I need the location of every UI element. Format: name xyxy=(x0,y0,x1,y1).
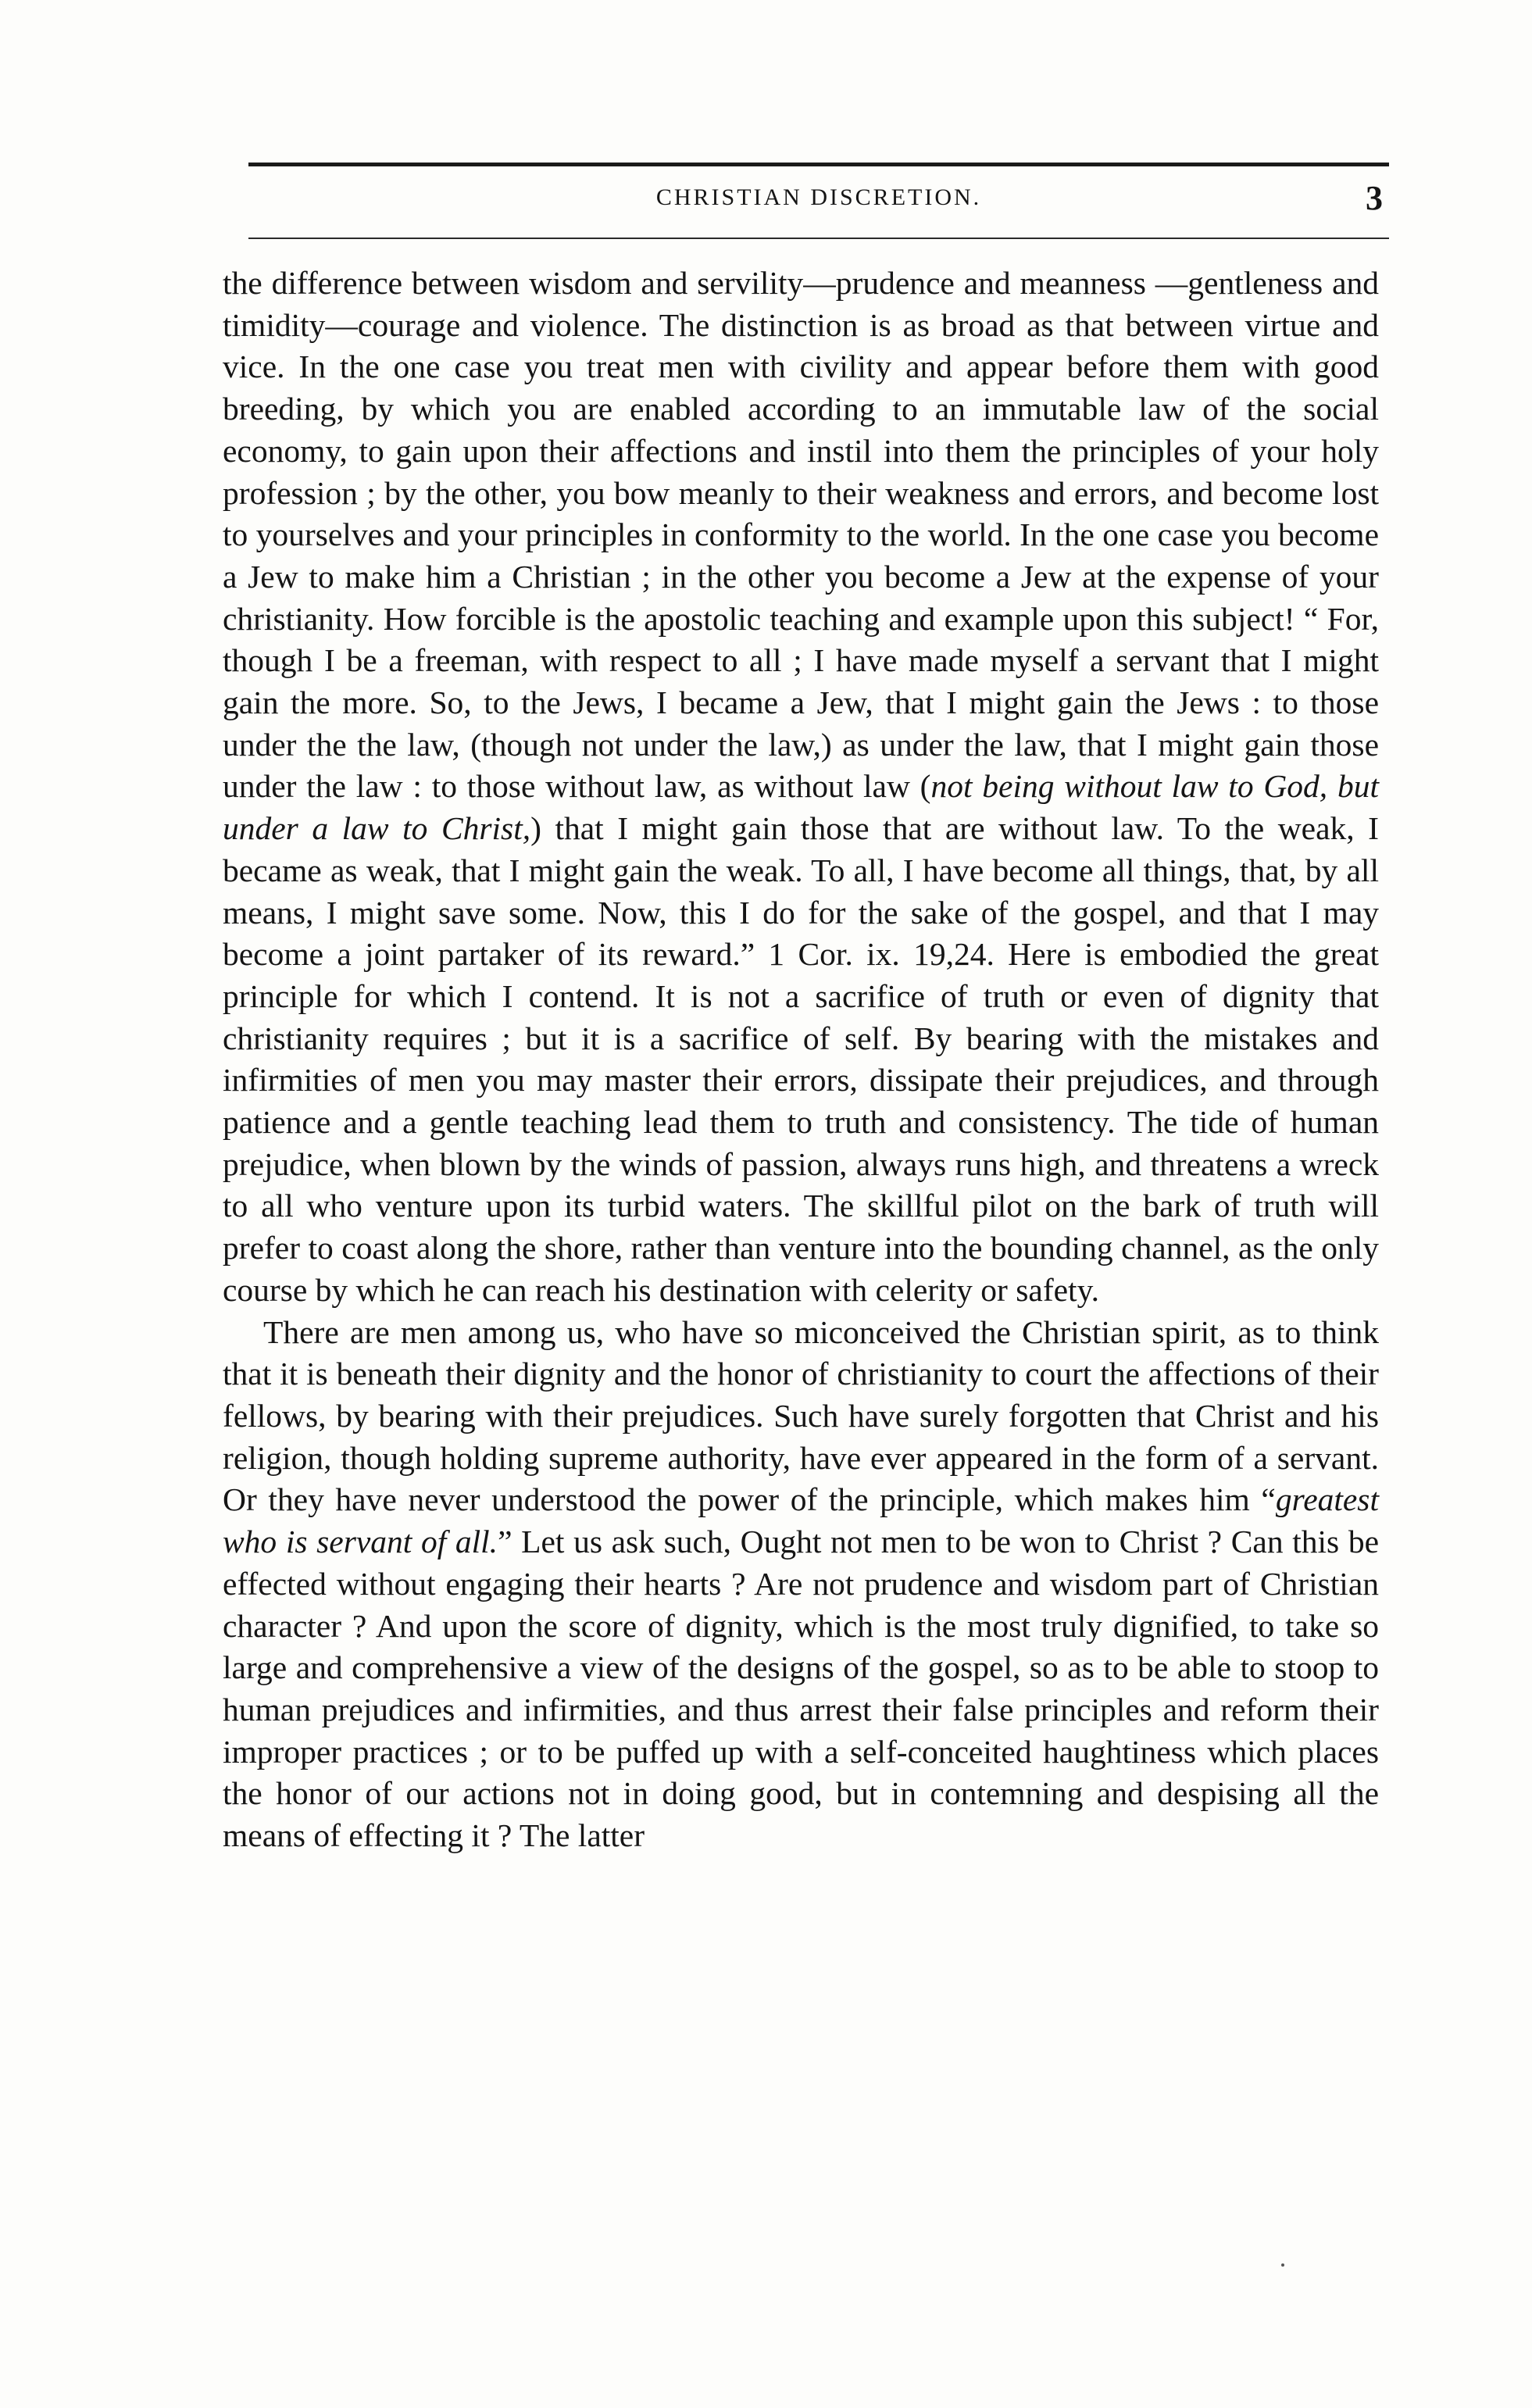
paragraph-1-italic-quote: not being without law to God, but under a law to Christ, xyxy=(223,768,1379,847)
header-bottom-rule xyxy=(248,238,1389,239)
paragraph-2-run-1: There are men among us, who have so miconceived the Christian spirit, as to think that it is beneath their dignity and the honor of christianity to court the affections of their fellows, by bearing with their prejudices. Such have surely forgotten that Christ and his religion, though holding supreme authority, have ever appeared in the form of a servant. Or they have never understood the power of the principle, which makes him “ xyxy=(223,1313,1379,1518)
page-number: 3 xyxy=(1366,179,1383,217)
paragraph-1 xyxy=(223,263,1379,1312)
ink-speck xyxy=(1281,2263,1284,2267)
paragraph-1-run-3: ) that I might gain those that are without law. To the weak, I became as weak, that I might gain the weak. To all, I have become all things, that, by all means, I might save some. Now, this I do for the sake of the gospel, and that I may become a joint partaker of its reward.” 1 Cor. ix. 19,24. Here is embodied the great principle for which I contend. It is not a sacrifice of truth or even of dignity that christianity requires ; but it is a sacrifice of self. By bearing with the mistakes and infirmities of men you may master their errors, dissipate their prejudices, and through patience and a gentle teaching lead them to truth and consistency. The tide of human prejudice, when blown by the winds of passion, always runs high, and threatens a wreck to all who venture upon its turbid waters. The skillful pilot on the bark of truth will prefer to coast along the shore, rather than venture into the bounding channel, as the only course by which he can reach his destination with celerity or safety. xyxy=(223,810,1379,1308)
body-text xyxy=(223,263,1379,1857)
running-title: CHRISTIAN DISCRETION. xyxy=(655,184,982,210)
paragraph-2-run-3: ” Let us ask such, Ought not men to be won to Christ ? Can this be effected without engaging their hearts ? Are not prudence and wisdom part of Christian character ? And upon the score of dignity, which is the most truly dignified, to take so large and comprehensive a view of the designs of the gospel, so as to be able to stoop to human prejudices and infirmities, and thus arrest their false principles and reform their improper practices ; or to be puffed up with a self-conceited haughtiness which places the honor of our actions not in doing good, but in contemning and despising all the means of effecting it ? The latter xyxy=(223,1524,1379,1854)
header-top-rule xyxy=(248,163,1389,166)
paragraph-1-run-1: the difference between wisdom and servility—prudence and meanness —gentleness and timidity—courage and violence. The distinction is as broad as that between virtue and vice. In the one case you treat men with civility and appear before them with good breeding, by which you are enabled according to an immutable law of the social economy, to gain upon their affections and instil into them the principles of your holy profession ; by the other, you bow meanly to their weakness and errors, and become lost to yourselves and your principles in conformity to the world. In the one case you become a Jew to make him a Christian ; in the other you become a Jew at the expense of your christianity. How forcible is the apostolic teaching and example upon this subject! “ For, though I be a freeman, with respect to all ; I have made myself a servant that I might gain the more. So, to the Jews, I became a Jew, that I might gain the Jews : to those under the the law, (though not under the law,) as under the law, that I might gain those under the law : to those without law, as without law ( xyxy=(223,265,1379,805)
paragraph-2 xyxy=(223,1312,1379,1857)
running-head xyxy=(248,178,1389,225)
paragraph-2-italic-quote: greatest who is servant of all. xyxy=(223,1481,1379,1560)
